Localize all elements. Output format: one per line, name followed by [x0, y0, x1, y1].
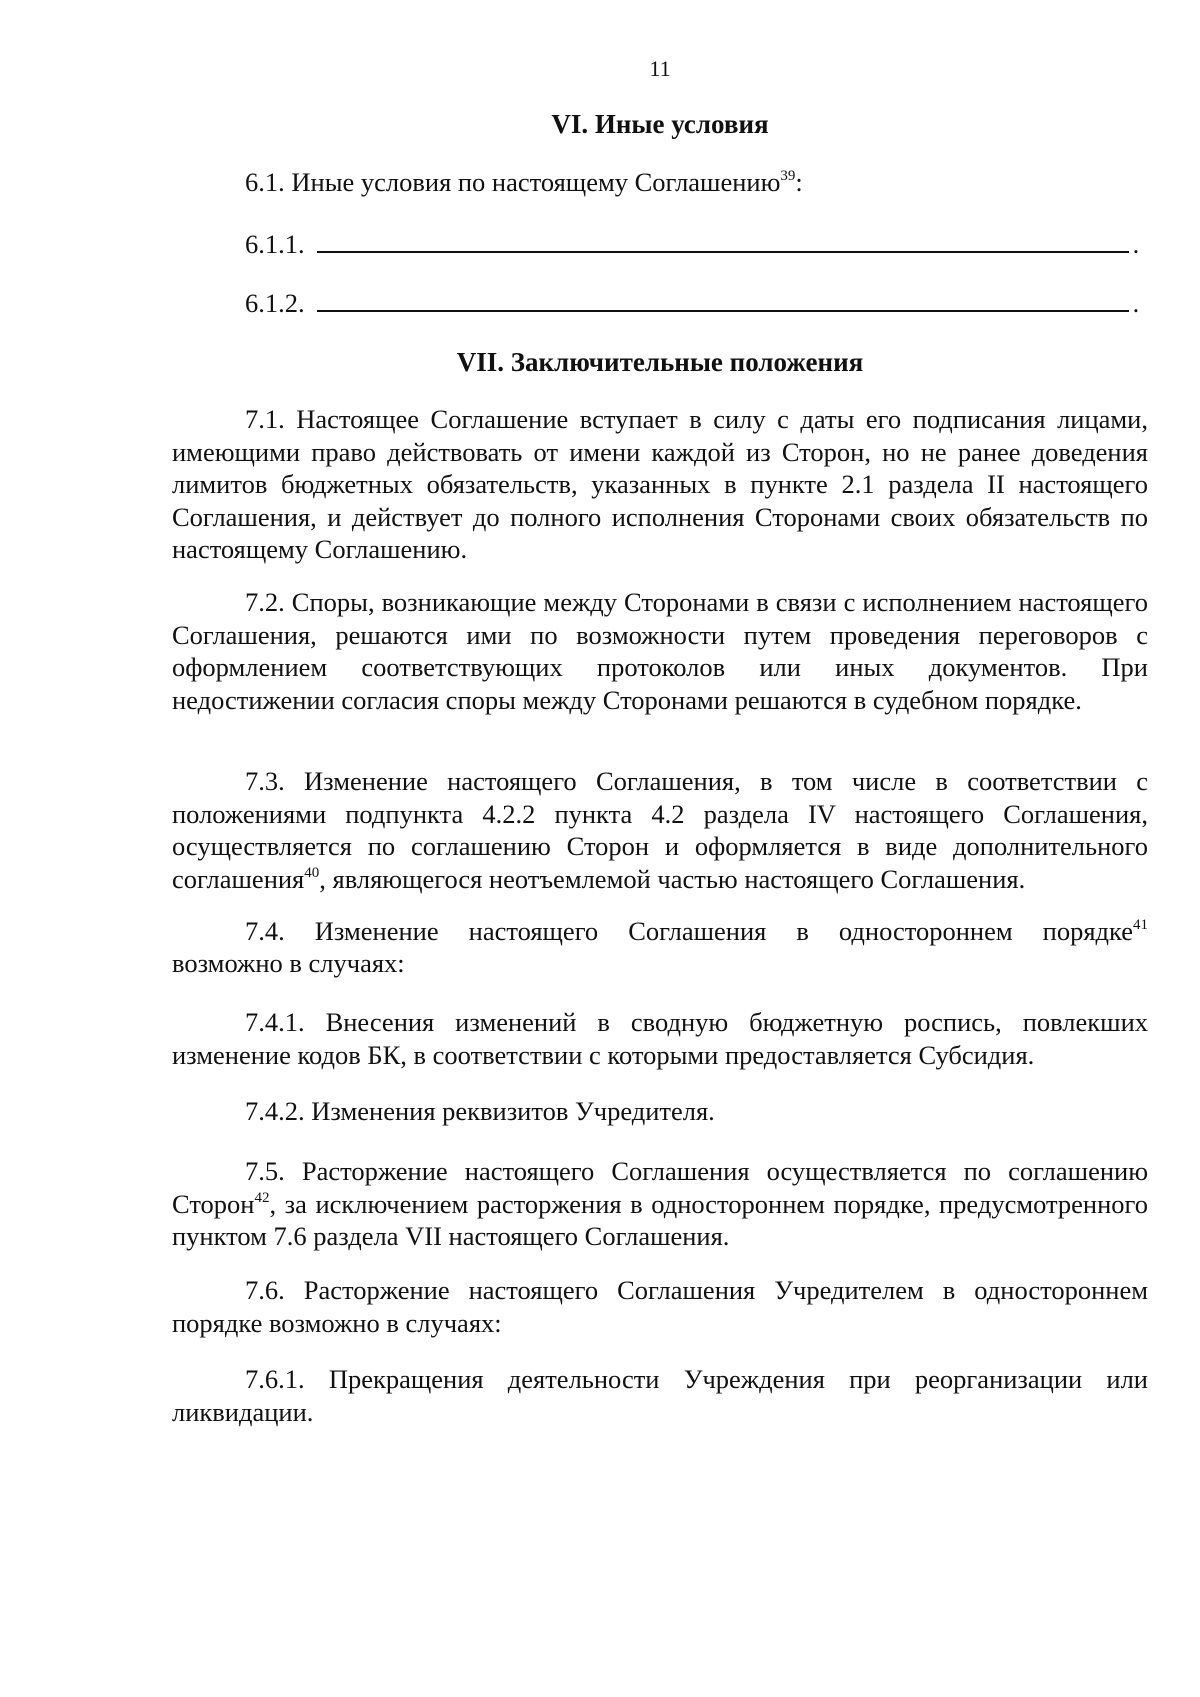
paragraph-6-1-colon: : [795, 167, 803, 197]
paragraph-7-4-2: 7.4.2. Изменения реквизитов Учредителя. [245, 1096, 715, 1126]
paragraph-7-4 [172, 915, 1148, 948]
item-6-1-2 [245, 287, 1148, 319]
page-number: 11 [649, 56, 671, 81]
item-6-1-2-blank-line [317, 288, 1129, 312]
paragraph-6-1 [172, 166, 1148, 199]
footnote-ref-40: 40 [304, 864, 320, 881]
item-6-1-1 [245, 228, 1148, 260]
paragraph-7-6-1: 7.6.1. Прекращения деятельности Учреждения при реорганизации или ликвидации. [172, 1364, 1148, 1427]
item-6-1-1-end: . [1132, 229, 1140, 259]
paragraph-7-4-1: 7.4.1. Внесения изменений в сводную бюджетную роспись, повлекших изменение кодов БК, в соответствии с которыми предоставляется Субсидия. [172, 1007, 1148, 1070]
item-6-1-2-end: . [1132, 288, 1140, 318]
section-7-title: VII. Заключительные положения [456, 347, 864, 377]
paragraph-6-1-text: 6.1. Иные условия по настоящему Соглашению [245, 167, 781, 197]
item-6-1-1-number: 6.1.1. [245, 229, 305, 259]
footnote-ref-42: 42 [254, 1189, 270, 1206]
paragraph-7-4-text: 7.4. Изменение настоящего Соглашения в одностороннем порядке [245, 916, 1133, 946]
paragraph-7-5-tail: , за исключением расторжения в одностороннем порядке, предусмотренного пунктом 7.6 раздела VII настоящего Соглашения. [172, 1188, 1148, 1251]
footnote-ref-41: 41 [1133, 917, 1148, 933]
footnote-ref-39: 39 [780, 168, 796, 184]
paragraph-7-2: 7.2. Споры, возникающие между Сторонами в связи с исполнением настоящего Соглашения, решаются ими по возможности путем проведения переговоров с оформлением соответствующих протоколов или иных документов. При недостижении согласия споры между Сторонами решаются в судебном порядке. [172, 587, 1148, 715]
paragraph-7-4-cont: возможно в случаях: [172, 948, 405, 978]
paragraph-7-3 [172, 765, 1148, 895]
paragraph-7-1: 7.1. Настоящее Соглашение вступает в силу с даты его подписания лицами, имеющими право действовать от имени каждой из Сторон, но не ранее доведения лимитов бюджетных обязательств, указанных в пункте 2.1 раздела II настоящего Соглашения, и действует до полного исполнения Сторонами своих обязательств по настоящему Соглашению. [172, 404, 1148, 564]
item-6-1-1-blank-line [317, 229, 1129, 253]
paragraph-7-5 [172, 1155, 1148, 1253]
item-6-1-2-number: 6.1.2. [245, 288, 305, 318]
section-6-title: VI. Иные условия [551, 109, 769, 139]
paragraph-7-6: 7.6. Расторжение настоящего Соглашения Учредителем в одностороннем порядке возможно в случаях: [172, 1275, 1148, 1338]
paragraph-7-5-text: 7.5. Расторжение настоящего Соглашения осуществляется по соглашению Сторон [172, 1156, 1148, 1219]
paragraph-7-3-tail: , являющегося неотъемлемой частью настоящего Соглашения. [319, 863, 1026, 894]
paragraph-7-3-text: 7.3. Изменение настоящего Соглашения, в том числе в соответствии с положениями подпункта 4.2.2 пункта 4.2 раздела IV настоящего Соглашения, осуществляется по соглашению Сторон и оформляется в виде дополнительного соглашения [172, 766, 1148, 894]
